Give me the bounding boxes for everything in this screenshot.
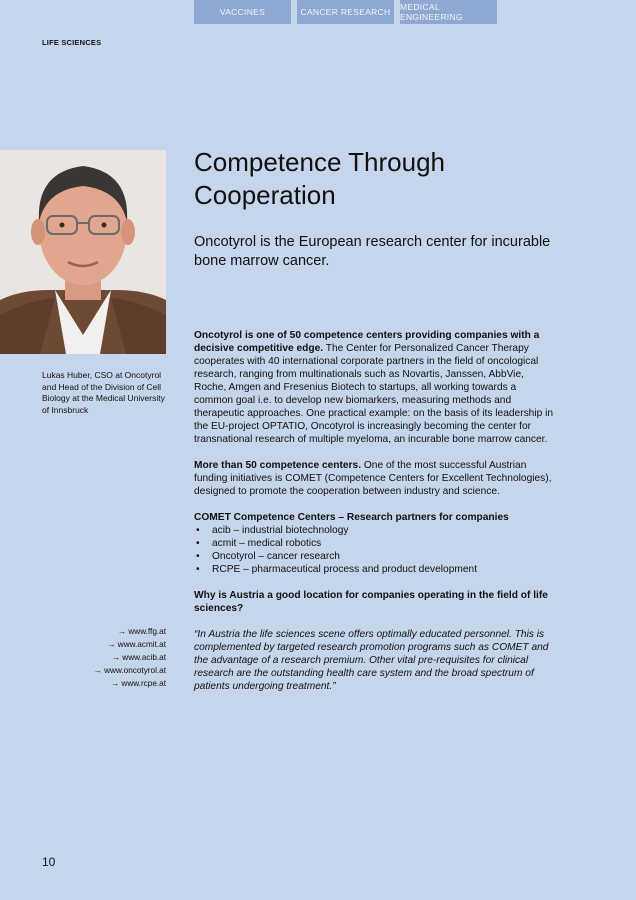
lead-paragraph: Oncotyrol is the European research center for incurable bone marrow cancer. <box>194 234 551 269</box>
quote: “In Austria the life sciences scene offers optimally educated personnel. This is complemented by targeted research promotion programs such as COMET and the advantage of a research premium. Other vital pre-requisites for clinical research are the outstanding health care system and the broad spectrum of patients undergoing treatment.” <box>194 629 549 692</box>
link-acib[interactable]: → www.acib.at <box>111 653 166 662</box>
portrait-photo <box>0 150 166 354</box>
link-acmit[interactable]: → www.acmit.at <box>107 640 166 649</box>
body-text <box>194 329 558 706</box>
page-number: 10 <box>42 855 56 869</box>
top-tabs <box>194 0 497 24</box>
question-heading: Why is Austria a good location for companies operating in the field of life sciences? <box>194 590 548 614</box>
link-ffg[interactable]: → www.ffg.at <box>117 627 166 636</box>
page-title <box>194 146 554 212</box>
title-line-1: Competence Through <box>194 147 446 177</box>
photo-caption: Lukas Huber, CSO at Oncotyrol and Head of the Division of Cell Biology at the Medical University of Innsbruck <box>42 370 165 415</box>
list-item: • Oncotyrol – cancer research <box>194 550 558 563</box>
link-oncotyrol[interactable]: → www.oncotyrol.at <box>93 666 166 675</box>
paragraph-2-bold: More than 50 competence centers. <box>194 460 362 471</box>
tab-cancer-research[interactable]: CANCER RESEARCH <box>297 0 394 24</box>
tab-vaccines[interactable]: VACCINES <box>194 0 291 24</box>
paragraph-2 <box>194 459 558 498</box>
paragraph-1 <box>194 329 558 446</box>
link-rcpe[interactable]: → www.rcpe.at <box>110 679 166 688</box>
paragraph-2-text: One of the most successful Austrian funding initiatives is COMET (Competence Centers for Excellent Technologies), designed to promote the cooperation between industry and science. <box>194 460 552 497</box>
list-heading: COMET Competence Centers – Research partners for companies <box>194 512 509 523</box>
link-list <box>42 625 166 690</box>
paragraph-1-text: The Center for Personalized Cancer Therapy cooperates with 40 international corporate partners in the field of oncological research, ranging from multinationals such as Novartis, Janssen, AbbVie, Roche, Amgen and Fresenius Biotech to startups, all working towards a common goal i.e. to develop new biomarkers, measuring methods and therapeutic approaches. One practical example: on the basis of its leadership in the EU-project OPTATIO, Oncotyrol is increasingly becoming the center for transnational research of multiple myeloma, an incurable bone marrow cancer. <box>194 343 554 445</box>
paragraph-1-bold: Oncotyrol is one of 50 competence centers providing companies with a decisive competitive edge. <box>194 330 540 354</box>
list-item: • RCPE – pharmaceutical process and product development <box>194 563 558 576</box>
list-item: • acmit – medical robotics <box>194 537 558 550</box>
list-item: • acib – industrial biotechnology <box>194 524 558 537</box>
partner-list <box>194 524 558 576</box>
title-line-2: Cooperation <box>194 180 336 210</box>
tab-medical-engineering[interactable]: MEDICAL ENGINEERING <box>400 0 497 24</box>
section-label: LIFE SCIENCES <box>42 38 102 47</box>
